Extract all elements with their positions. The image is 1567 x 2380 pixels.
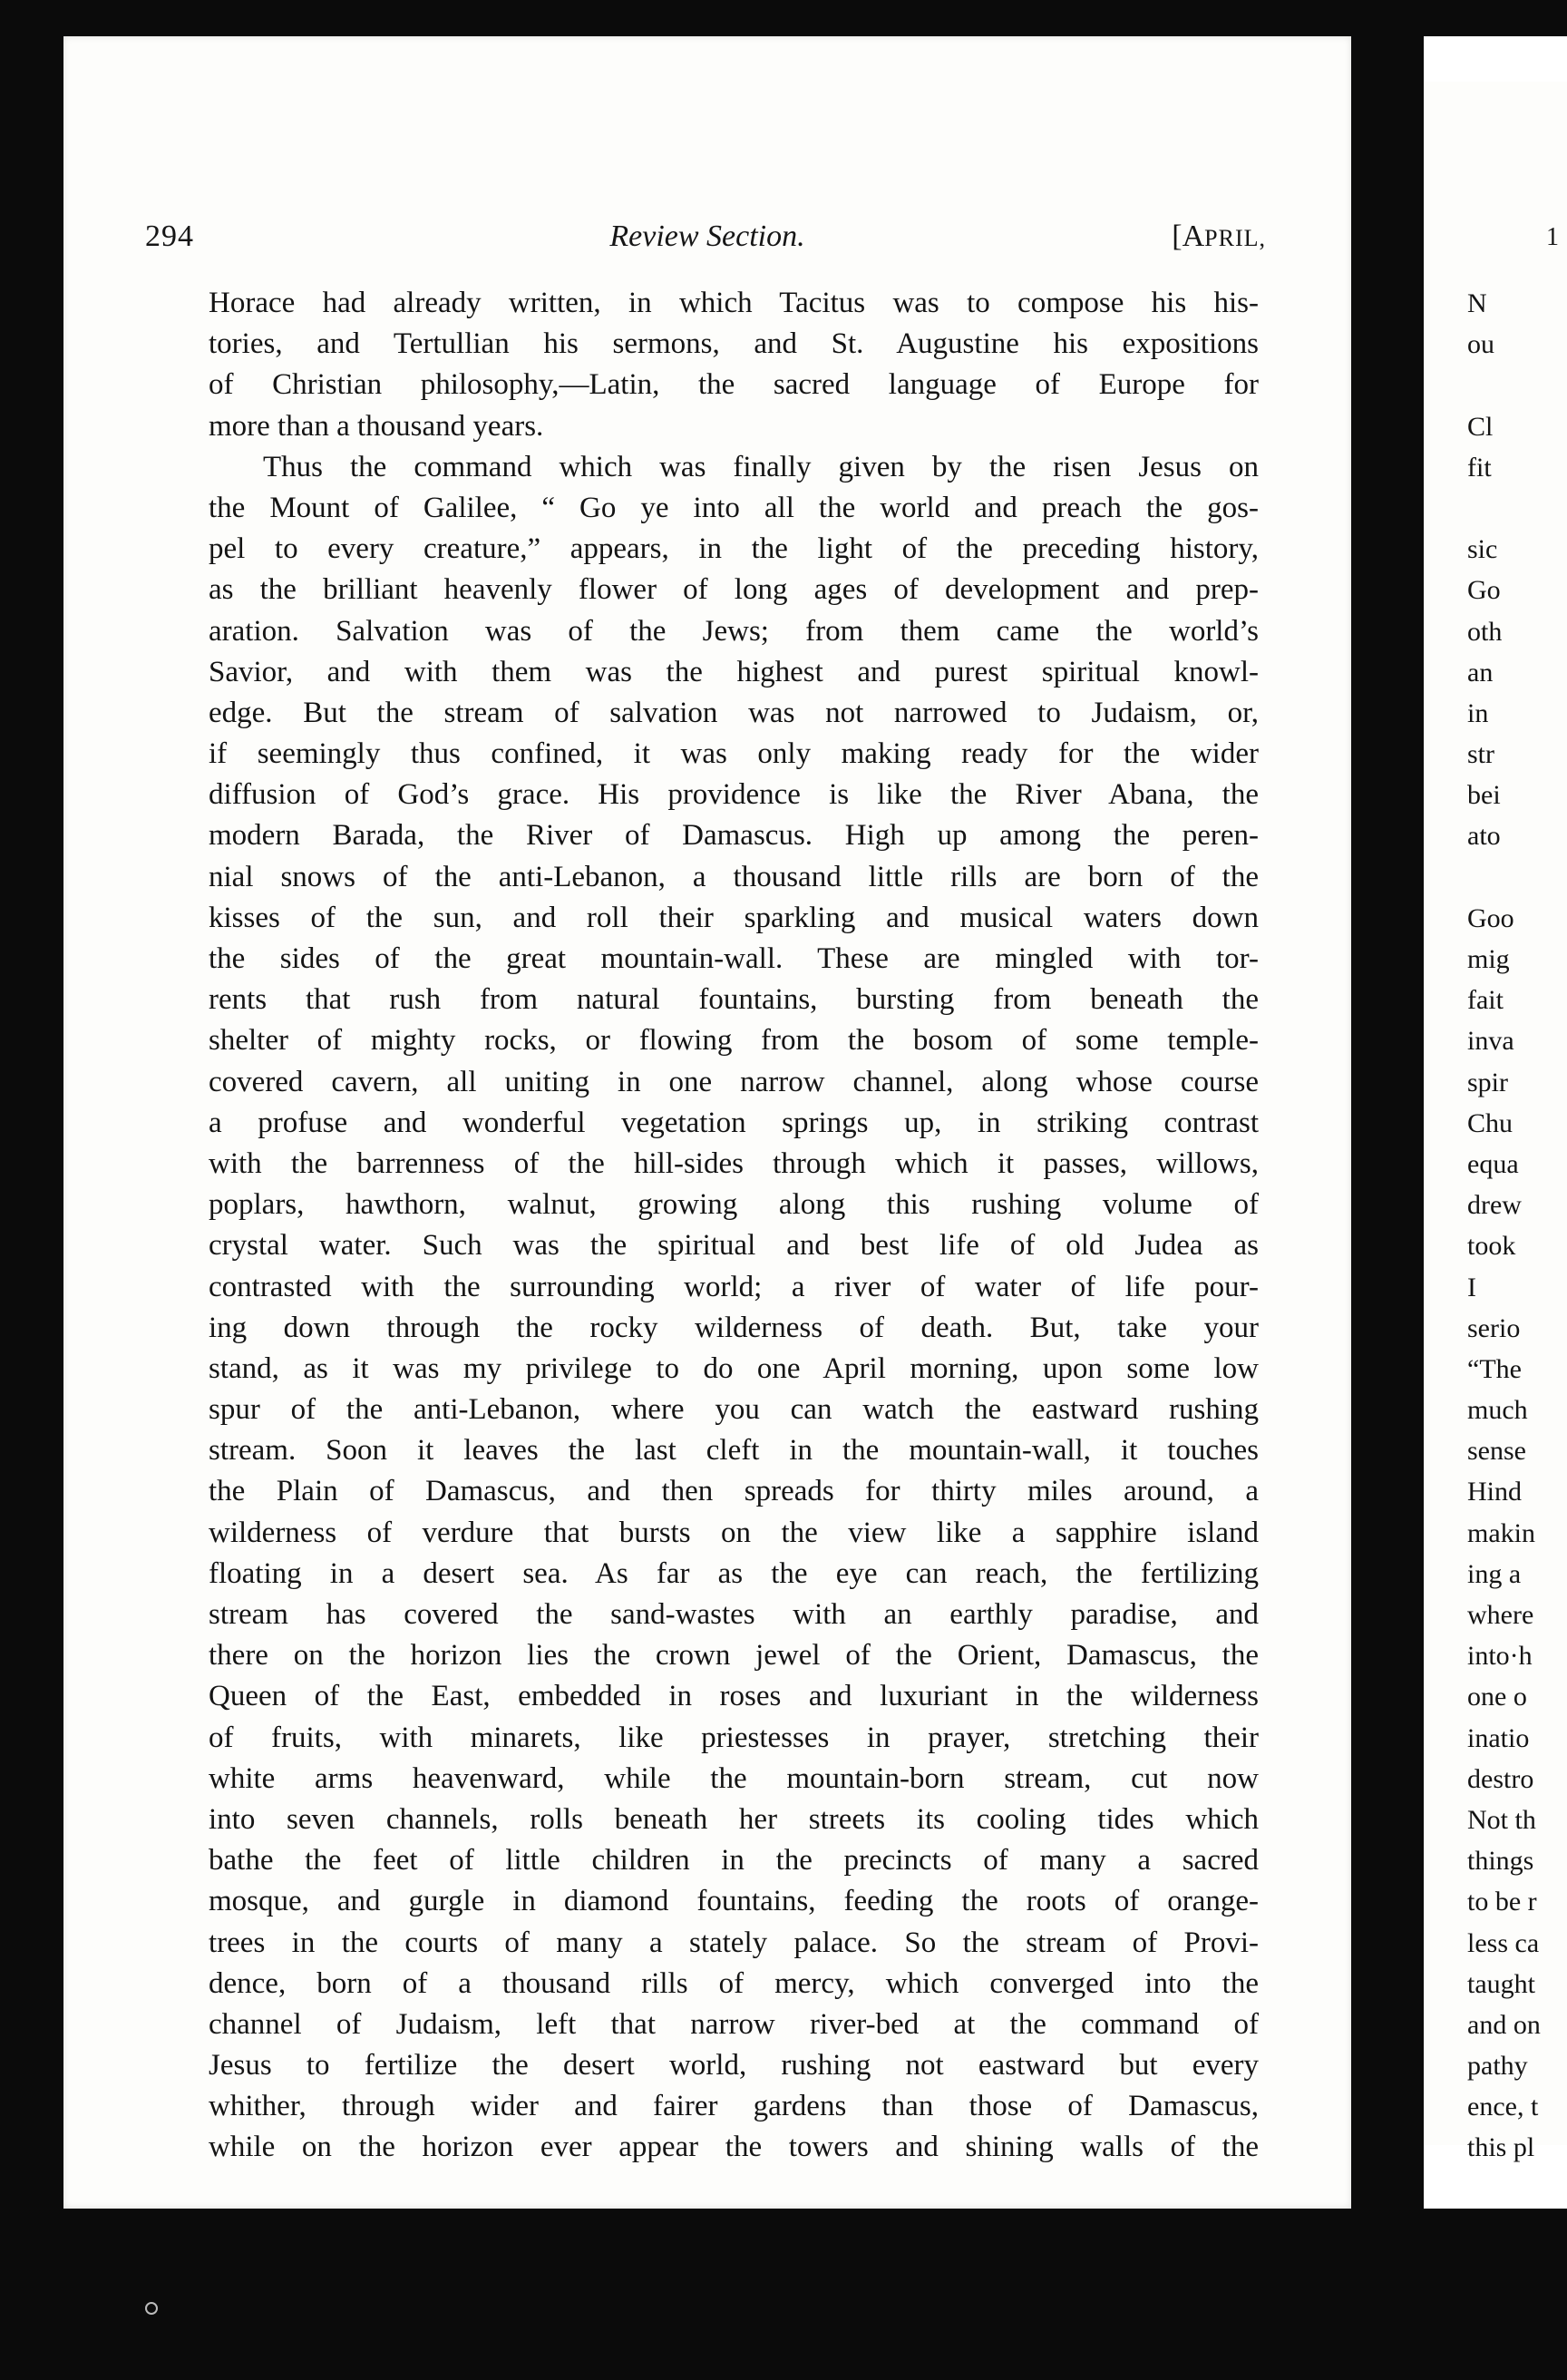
right-page-text-fragment <box>1467 283 1567 2169</box>
right-page-line-fragment: taught <box>1467 1968 1535 1999</box>
right-page-line-fragment: pathy <box>1467 2051 1528 2082</box>
body-line: trees in the courts of many a stately palace. So the stream of Provi- <box>209 1926 1259 1959</box>
body-line: a profuse and wonderful vegetation springs up, in striking contrast <box>209 1106 1259 1139</box>
right-page-line-fragment: inva <box>1467 1026 1514 1057</box>
body-line: crystal water. Such was the spiritual and best life of old Judea as <box>209 1229 1259 1263</box>
right-page-header-fragment: 1 <box>1546 223 1559 251</box>
right-page-line-fragment: drew <box>1467 1190 1522 1221</box>
month-label <box>1172 219 1266 254</box>
body-line: dence, born of a thousand rills of mercy, which converged into the <box>209 1966 1259 2000</box>
body-line: spur of the anti-Lebanon, where you can watch the eastward rushing <box>209 1393 1259 1427</box>
body-line: while on the horizon ever appear the towers and shining walls of the <box>209 2131 1259 2164</box>
month-initial: A <box>1182 219 1205 253</box>
scan-border-bottom <box>0 2209 1567 2380</box>
right-page-line-fragment: an <box>1467 657 1494 688</box>
body-line: ing down through the rocky wilderness of death. But, take your <box>209 1311 1259 1344</box>
right-page-line-fragment: this pl <box>1467 2132 1535 2163</box>
body-line: covered cavern, all uniting in one narrow channel, along whose course <box>209 1065 1259 1098</box>
right-page-line-fragment: where <box>1467 1600 1534 1630</box>
scan-speck <box>145 2302 158 2315</box>
right-page-line-fragment <box>1467 488 1567 529</box>
body-line: channel of Judaism, left that narrow river-bed at the command of <box>209 2007 1259 2041</box>
body-line: white arms heavenward, while the mountain-born stream, cut now <box>209 1761 1259 1795</box>
right-page-line-fragment: in <box>1467 697 1489 728</box>
body-line: Thus the command which was finally given by the risen Jesus on <box>263 450 1259 483</box>
right-page-line-fragment: things <box>1467 1846 1534 1877</box>
body-line: poplars, hawthorn, walnut, growing along this rushing volume of <box>209 1188 1259 1222</box>
body-line: Jesus to fertilize the desert world, rushing not eastward but every <box>209 2049 1259 2082</box>
right-page-line-fragment: Chu <box>1467 1107 1513 1138</box>
right-page-line-fragment: sic <box>1467 534 1498 565</box>
right-page-line-fragment: equa <box>1467 1148 1519 1179</box>
right-page-line-fragment: mig <box>1467 944 1510 974</box>
body-line: whither, through wider and fairer gardens than those of Damascus, <box>209 2090 1259 2123</box>
month-bracket: [ <box>1172 219 1183 253</box>
body-line: floating in a desert sea. As far as the eye can reach, the fertilizing <box>209 1556 1259 1590</box>
body-line: shelter of mighty rocks, or flowing from the bosom of some temple- <box>209 1024 1259 1058</box>
right-page-line-fragment: Goo <box>1467 902 1514 933</box>
body-line: diffusion of God’s grace. His providence is like the River Abana, the <box>209 778 1259 812</box>
running-head <box>145 219 1270 265</box>
right-page-line-fragment: Not th <box>1467 1804 1536 1835</box>
body-line: bathe the feet of little children in the precincts of many a sacred <box>209 1844 1259 1878</box>
body-line: pel to every creature,” appears, in the light of the preceding history, <box>209 532 1259 566</box>
right-page-line-fragment: much <box>1467 1395 1528 1426</box>
body-line: more than a thousand years. <box>209 409 544 443</box>
right-page-line-fragment: inatio <box>1467 1722 1530 1753</box>
right-page-line-fragment: ou <box>1467 329 1494 360</box>
body-line: Savior, and with them was the highest and purest spiritual knowl- <box>209 655 1259 688</box>
right-page-line-fragment: destro <box>1467 1763 1534 1794</box>
body-line: of fruits, with minarets, like priestesses in prayer, stretching their <box>209 1721 1259 1754</box>
body-line: nial snows of the anti-Lebanon, a thousand little rills are born of the <box>209 860 1259 893</box>
right-page-line-fragment: ing a <box>1467 1558 1522 1589</box>
right-page-line-fragment: Go <box>1467 575 1501 606</box>
body-line: there on the horizon lies the crown jewel of the Orient, Damascus, the <box>209 1639 1259 1673</box>
body-line: tories, and Tertullian his sermons, and St. Augustine his expositions <box>209 327 1259 361</box>
right-page-line-fragment: ato <box>1467 821 1501 852</box>
right-page-line-fragment: oth <box>1467 616 1503 647</box>
right-page-line-fragment: Cl <box>1467 411 1494 442</box>
right-page-line-fragment: serio <box>1467 1312 1521 1343</box>
body-text <box>209 283 1259 2169</box>
body-line: modern Barada, the River of Damascus. High up among the peren- <box>209 819 1259 853</box>
right-page-line-fragment: str <box>1467 739 1494 770</box>
body-line: the sides of the great mountain-wall. These are mingled with tor- <box>209 942 1259 975</box>
body-line: with the barrenness of the hill-sides through which it passes, willows, <box>209 1146 1259 1180</box>
right-page-line-fragment: Hind <box>1467 1477 1522 1507</box>
right-page-line-fragment: I <box>1467 1272 1476 1302</box>
body-line: the Plain of Damascus, and then spreads for thirty miles around, a <box>209 1475 1259 1508</box>
body-line: Horace had already written, in which Tacitus was to compose his his- <box>209 287 1259 319</box>
body-line: edge. But the stream of salvation was not narrowed to Judaism, or, <box>209 696 1259 729</box>
section-title: Review Section. <box>609 219 805 253</box>
body-line: Queen of the East, embedded in roses and luxuriant in the wilderness <box>209 1680 1259 1713</box>
body-line: stream has covered the sand-wastes with an earthly paradise, and <box>209 1598 1259 1631</box>
body-line: of Christian philosophy,—Latin, the sacred language of Europe for <box>209 368 1259 402</box>
body-line: kisses of the sun, and roll their sparkling and musical waters down <box>209 901 1259 934</box>
right-page-line-fragment: less ca <box>1467 1927 1540 1958</box>
page-number: 294 <box>145 219 194 253</box>
body-line: rents that rush from natural fountains, bursting from beneath the <box>209 983 1259 1017</box>
month-rest: PRIL, <box>1204 225 1266 251</box>
right-page-line-fragment <box>1467 365 1567 405</box>
scan-border-top <box>0 0 1567 36</box>
scan-border-left <box>0 0 63 2380</box>
right-page-line-fragment: to be r <box>1467 1887 1537 1917</box>
right-page-line-fragment: one o <box>1467 1682 1527 1712</box>
page-gutter <box>1351 0 1424 2380</box>
right-page-line-fragment: fait <box>1467 985 1504 1016</box>
body-line: stand, as it was my privilege to do one April morning, upon some low <box>209 1351 1259 1385</box>
right-page-line-fragment: ence, t <box>1467 2092 1539 2122</box>
body-line: if seemingly thus confined, it was only making ready for the wider <box>209 737 1259 771</box>
body-line: mosque, and gurgle in diamond fountains, feeding the roots of orange- <box>209 1885 1259 1918</box>
right-page-line-fragment: into·h <box>1467 1641 1533 1672</box>
right-page-line-fragment: bei <box>1467 780 1501 811</box>
right-page-line-fragment: “The <box>1467 1353 1522 1384</box>
right-page-line-fragment: took <box>1467 1231 1516 1262</box>
right-page-line-fragment: makin <box>1467 1517 1535 1548</box>
body-line: as the brilliant heavenly flower of long ages of development and prep- <box>209 573 1259 607</box>
body-line: into seven channels, rolls beneath her streets its cooling tides which <box>209 1802 1259 1836</box>
right-page-line-fragment <box>1467 857 1567 898</box>
right-page-line-fragment: fit <box>1467 452 1492 483</box>
body-line: aration. Salvation was of the Jews; from them came the world’s <box>209 614 1259 648</box>
right-page-line-fragment: sense <box>1467 1436 1526 1467</box>
body-line: stream. Soon it leaves the last cleft in the mountain-wall, it touches <box>209 1434 1259 1468</box>
right-page-line-fragment: spir <box>1467 1067 1508 1097</box>
body-line: the Mount of Galilee, “ Go ye into all the world and preach the gos- <box>209 491 1259 524</box>
body-line: contrasted with the surrounding world; a river of water of life pour- <box>209 1270 1259 1303</box>
right-page-line-fragment: and on <box>1467 2009 1541 2040</box>
body-line: wilderness of verdure that bursts on the view like a sapphire island <box>209 1516 1259 1549</box>
right-page-line-fragment: N <box>1467 288 1487 318</box>
